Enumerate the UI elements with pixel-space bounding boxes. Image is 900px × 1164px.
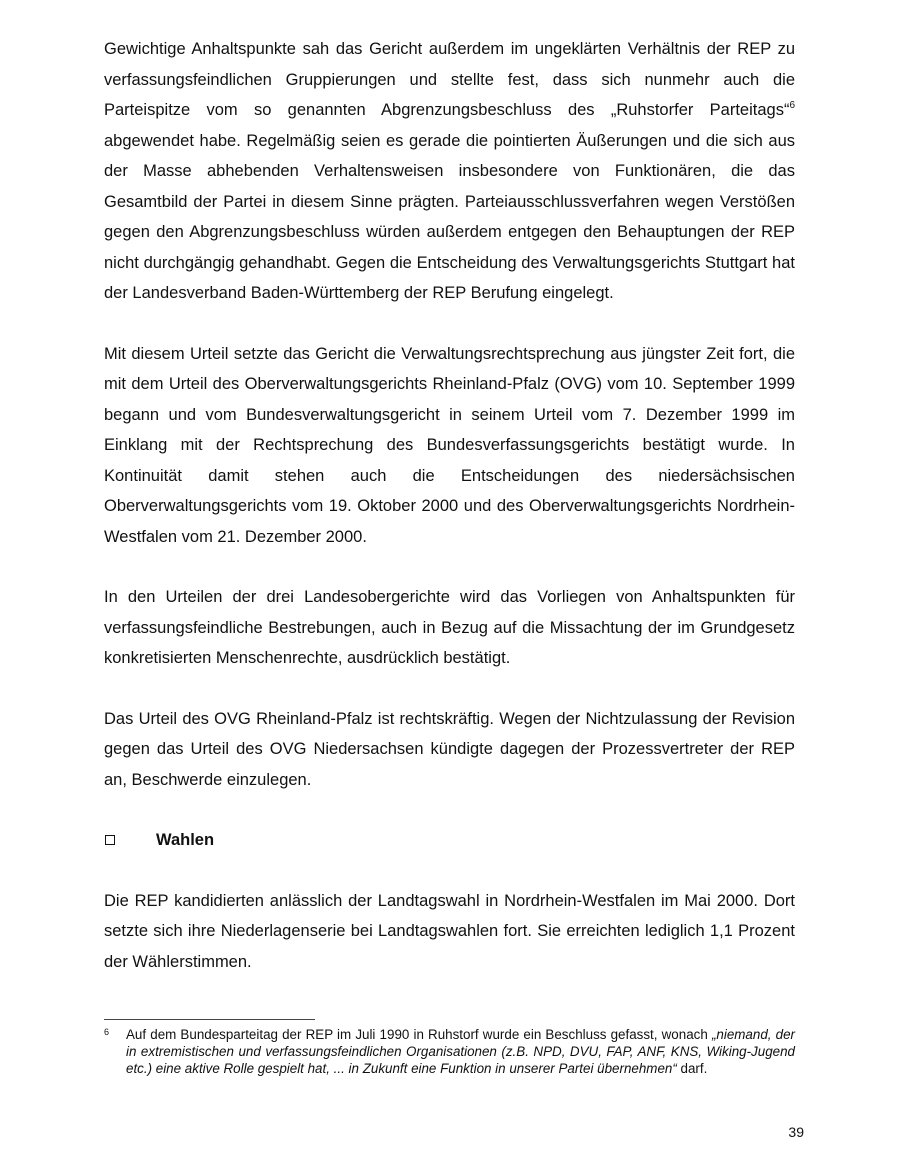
footnote-divider bbox=[104, 1019, 315, 1020]
paragraph-text: Gewichtige Anhaltspunkte sah das Gericht außerdem im ungeklärten Verhältnis der REP zu verfassungsfeindlichen Gruppierungen und stellte fest, dass sich nunmehr auch die Parteispitze vom so genannten Abgrenzungsbeschluss des „Ruhstorfer Parteitags“ bbox=[104, 40, 795, 119]
paragraph-ovg-ruling: Das Urteil des OVG Rheinland-Pfalz ist rechtskräftig. Wegen der Nichtzulassung der Revision gegen das Urteil des OVG Niedersachsen kündigte dagegen der Prozessvertreter der REP an, Beschwerde einzulegen. bbox=[104, 709, 795, 789]
footnote-text bbox=[126, 1026, 795, 1077]
footnote-reference[interactable]: 6 bbox=[789, 99, 795, 111]
paragraph-jurisprudence: Mit diesem Urteil setzte das Gericht die Verwaltungsrechtsprechung aus jüngster Zeit fort, die mit dem Urteil des Oberverwaltungsgerichts Rheinland-Pfalz (OVG) vom 10. September 1999 begann und vom Bundesverwaltungsgericht in seinem Urteil vom 7. Dezember 1999 im Einklang mit der Rechtsprechung des Bundesverfassungsgerichts bestätigt wurde. In Kontinuität damit stehen auch die Entscheidungen des niedersächsischen Oberverwaltungsgerichts vom 19. Oktober 2000 und des Oberverwaltungsgerichts Nordrhein-Westfalen vom 21. Dezember 2000. bbox=[104, 344, 795, 546]
document-body bbox=[104, 34, 795, 977]
footnote-number: 6 bbox=[104, 1027, 110, 1037]
page-number: 39 bbox=[788, 1124, 804, 1140]
footnote-text-plain: Auf dem Bundesparteitag der REP im Juli 1990 in Ruhstorf wurde ein Beschluss gefasst, wonach bbox=[126, 1027, 712, 1042]
paragraph-text-continued: abgewendet habe. Regelmäßig seien es gerade die pointierten Äußerungen und die sich aus der Masse abhebenden Verhaltensweisen insbesondere von Funktionären, die das Gesamtbild der Partei in diesem Sinne prägten. Parteiausschlussverfahren wegen Verstößen gegen den Abgrenzungsbeschluss würden außerdem entgegen den Behauptungen der REP nicht durchgängig gehandhabt. Gegen die Entscheidung des Verwaltungsgerichts Stuttgart hat der Landesverband Baden-Württemberg der REP Berufung eingelegt. bbox=[104, 131, 795, 302]
paragraph-elections: Die REP kandidierten anlässlich der Landtagswahl in Nordrhein-Westfalen im Mai 2000. Dort setzte sich ihre Niederlagenserie bei Landtagswahlen fort. Sie erreichten lediglich 1,1 Prozent der Wählerstimmen. bbox=[104, 891, 795, 971]
section-heading-wahlen bbox=[104, 825, 795, 856]
checkbox-square-icon bbox=[105, 835, 115, 845]
footnote-quote: „niemand, der in extremistischen und verfassungsfeindlichen Organisationen (z.B. NPD, DVU, FAP, ANF, KNS, Wiking-Jugend etc.) eine aktive Rolle gespielt hat, ... in Zukunft eine Funktion in unserer Partei übernehmen“ bbox=[126, 1027, 795, 1076]
footnote-text-end: darf. bbox=[676, 1061, 708, 1076]
section-heading-text: Wahlen bbox=[156, 831, 215, 849]
paragraph-state-courts: In den Urteilen der drei Landesobergerichte wird das Vorliegen von Anhaltspunkten für verfassungsfeindliche Bestrebungen, auch in Bezug auf die Missachtung der im Grundgesetz konkretisierten Menschenrechte, ausdrücklich bestätigt. bbox=[104, 588, 795, 667]
footnote bbox=[104, 1026, 795, 1077]
paragraph-court-findings bbox=[104, 34, 795, 309]
